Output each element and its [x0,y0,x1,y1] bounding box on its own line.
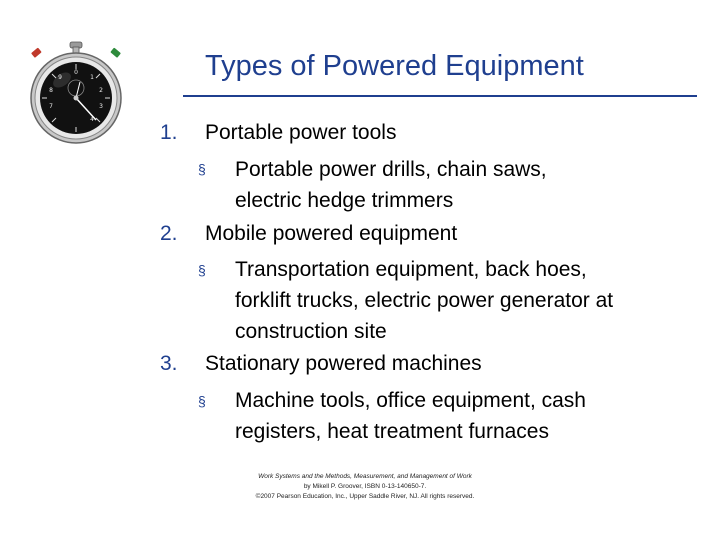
slide-title: Types of Powered Equipment [205,50,584,82]
svg-text:0: 0 [74,69,78,76]
bullet-marker: § [198,262,206,278]
svg-text:7: 7 [49,103,53,110]
item-number: 3. [160,352,178,375]
svg-text:1: 1 [90,74,94,81]
detail-line: Machine tools, office equipment, cash [235,389,586,412]
detail-line: electric hedge trimmers [235,189,454,212]
item-number: 2. [160,222,178,245]
svg-text:2: 2 [99,87,103,94]
svg-text:9: 9 [58,74,62,81]
item-heading: Stationary powered machines [205,352,482,375]
footer-book-title: Work Systems and the Methods, Measurement, and Management of Work [258,473,472,480]
bullet-marker: § [198,393,206,409]
detail-line: forklift trucks, electric power generator at [235,289,614,312]
detail-line: Portable power drills, chain saws, [235,158,547,181]
detail-line: Transportation equipment, back hoes, [235,258,587,281]
item-heading: Mobile powered equipment [205,222,458,245]
detail-line: registers, heat treatment furnaces [235,420,549,443]
item-detail [235,385,586,447]
svg-text:4: 4 [90,116,94,123]
item-detail [235,254,613,347]
bullet-marker: § [198,161,206,177]
svg-text:8: 8 [49,87,53,94]
footer-copyright: ©2007 Pearson Education, Inc., Upper Saddle River, NJ. All rights reserved. [255,493,475,500]
item-detail [235,154,547,216]
detail-line: construction site [235,320,387,343]
svg-text:3: 3 [99,103,103,110]
item-number: 1. [160,121,178,144]
copyright-footer [200,472,530,502]
footer-author: by Mikell P. Groover, ISBN 0-13-140650-7. [303,483,427,490]
item-heading: Portable power tools [205,121,397,144]
